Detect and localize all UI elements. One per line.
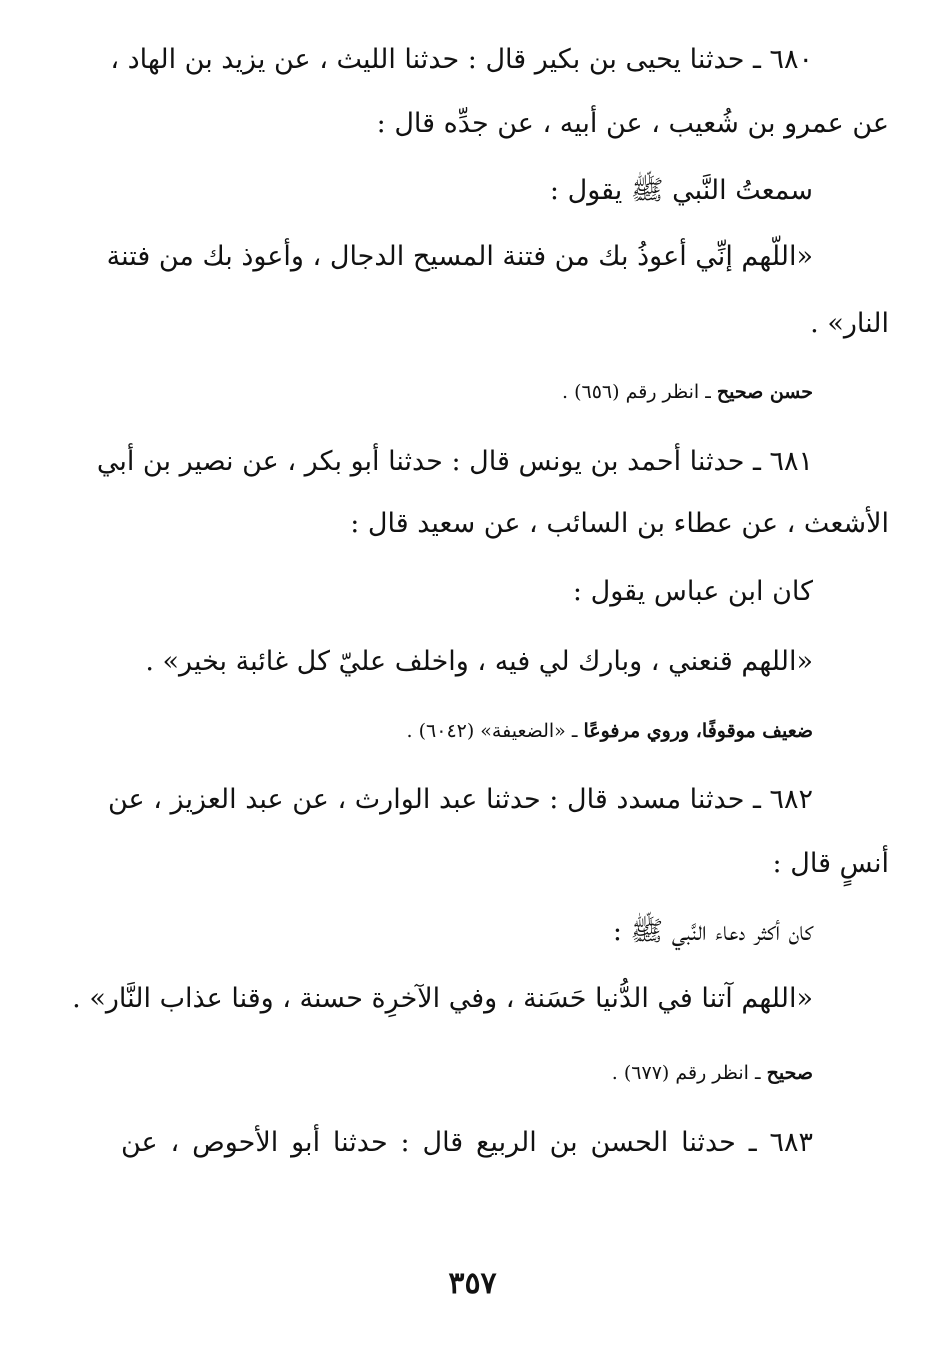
- hadith-682-grade: [612, 1064, 813, 1083]
- hadith-682-line-4: «اللهم آتنا في الدُّنيا حَسَنة ، وفي الآخرِة حسنة ، وقنا عذاب النَّار» .: [72, 983, 813, 1014]
- hadith-683-line-1: ٦٨٣ ـ حدثنا الحسن بن الربيع قال : حدثنا أبو الأحوص ، عن: [121, 1127, 813, 1158]
- hadith-681-line-2: الأشعث ، عن عطاء بن السائب ، عن سعيد قال :: [350, 508, 889, 539]
- hadith-681-line-1: ٦٨١ ـ حدثنا أحمد بن يونس قال : حدثنا أبو بكر ، عن نصير بن أبي: [96, 446, 813, 477]
- hadith-680-line-4: «اللّهم إنِّي أعوذُ بك من فتنة المسيح الدجال ، وأعوذ بك من فتنة: [106, 241, 813, 272]
- hadith-680-line-5: النار» .: [810, 308, 889, 339]
- hadith-682-line-2: أنسٍ قال :: [772, 848, 889, 879]
- hadith-681-line-3: كان ابن عباس يقول :: [572, 576, 813, 607]
- hadith-680-grade: [562, 383, 813, 402]
- hadith-680-line-1: ٦٨٠ ـ حدثنا يحيى بن بكير قال : حدثنا الليث ، عن يزيد بن الهاد ،: [110, 44, 813, 75]
- hadith-682-line-3: كان أكثر دعاء النَّبي ﷺ :: [612, 916, 813, 947]
- hadith-681-grade: [407, 722, 813, 741]
- hadith-681-line-4: «اللهم قنعني ، وبارك لي فيه ، واخلف عليّ كل غائبة بخير» .: [145, 646, 813, 677]
- grade-682-verdict: صحيح: [766, 1062, 813, 1084]
- grade-680-reference: ـ انظر رقم (٦٥٦) .: [562, 381, 711, 403]
- grade-682-reference: ـ انظر رقم (٦٧٧) .: [611, 1062, 761, 1084]
- hadith-680-line-3: سمعتُ النَّبي ﷺ يقول :: [549, 175, 813, 206]
- grade-681-reference: ـ «الضعيفة» (٦٠٤٢) .: [406, 720, 578, 742]
- grade-680-verdict: حسن صحيح: [716, 381, 813, 403]
- grade-681-verdict: ضعيف موقوفًا، وروي مرفوعًا: [583, 720, 813, 742]
- hadith-682-line-1: ٦٨٢ ـ حدثنا مسدد قال : حدثنا عبد الوارث ، عن عبد العزيز ، عن: [108, 784, 813, 815]
- hadith-680-line-2: عن عمرو بن شُعيب ، عن أبيه ، عن جدِّه قال :: [376, 108, 889, 139]
- page-number: ٣٥٧: [448, 1266, 497, 1301]
